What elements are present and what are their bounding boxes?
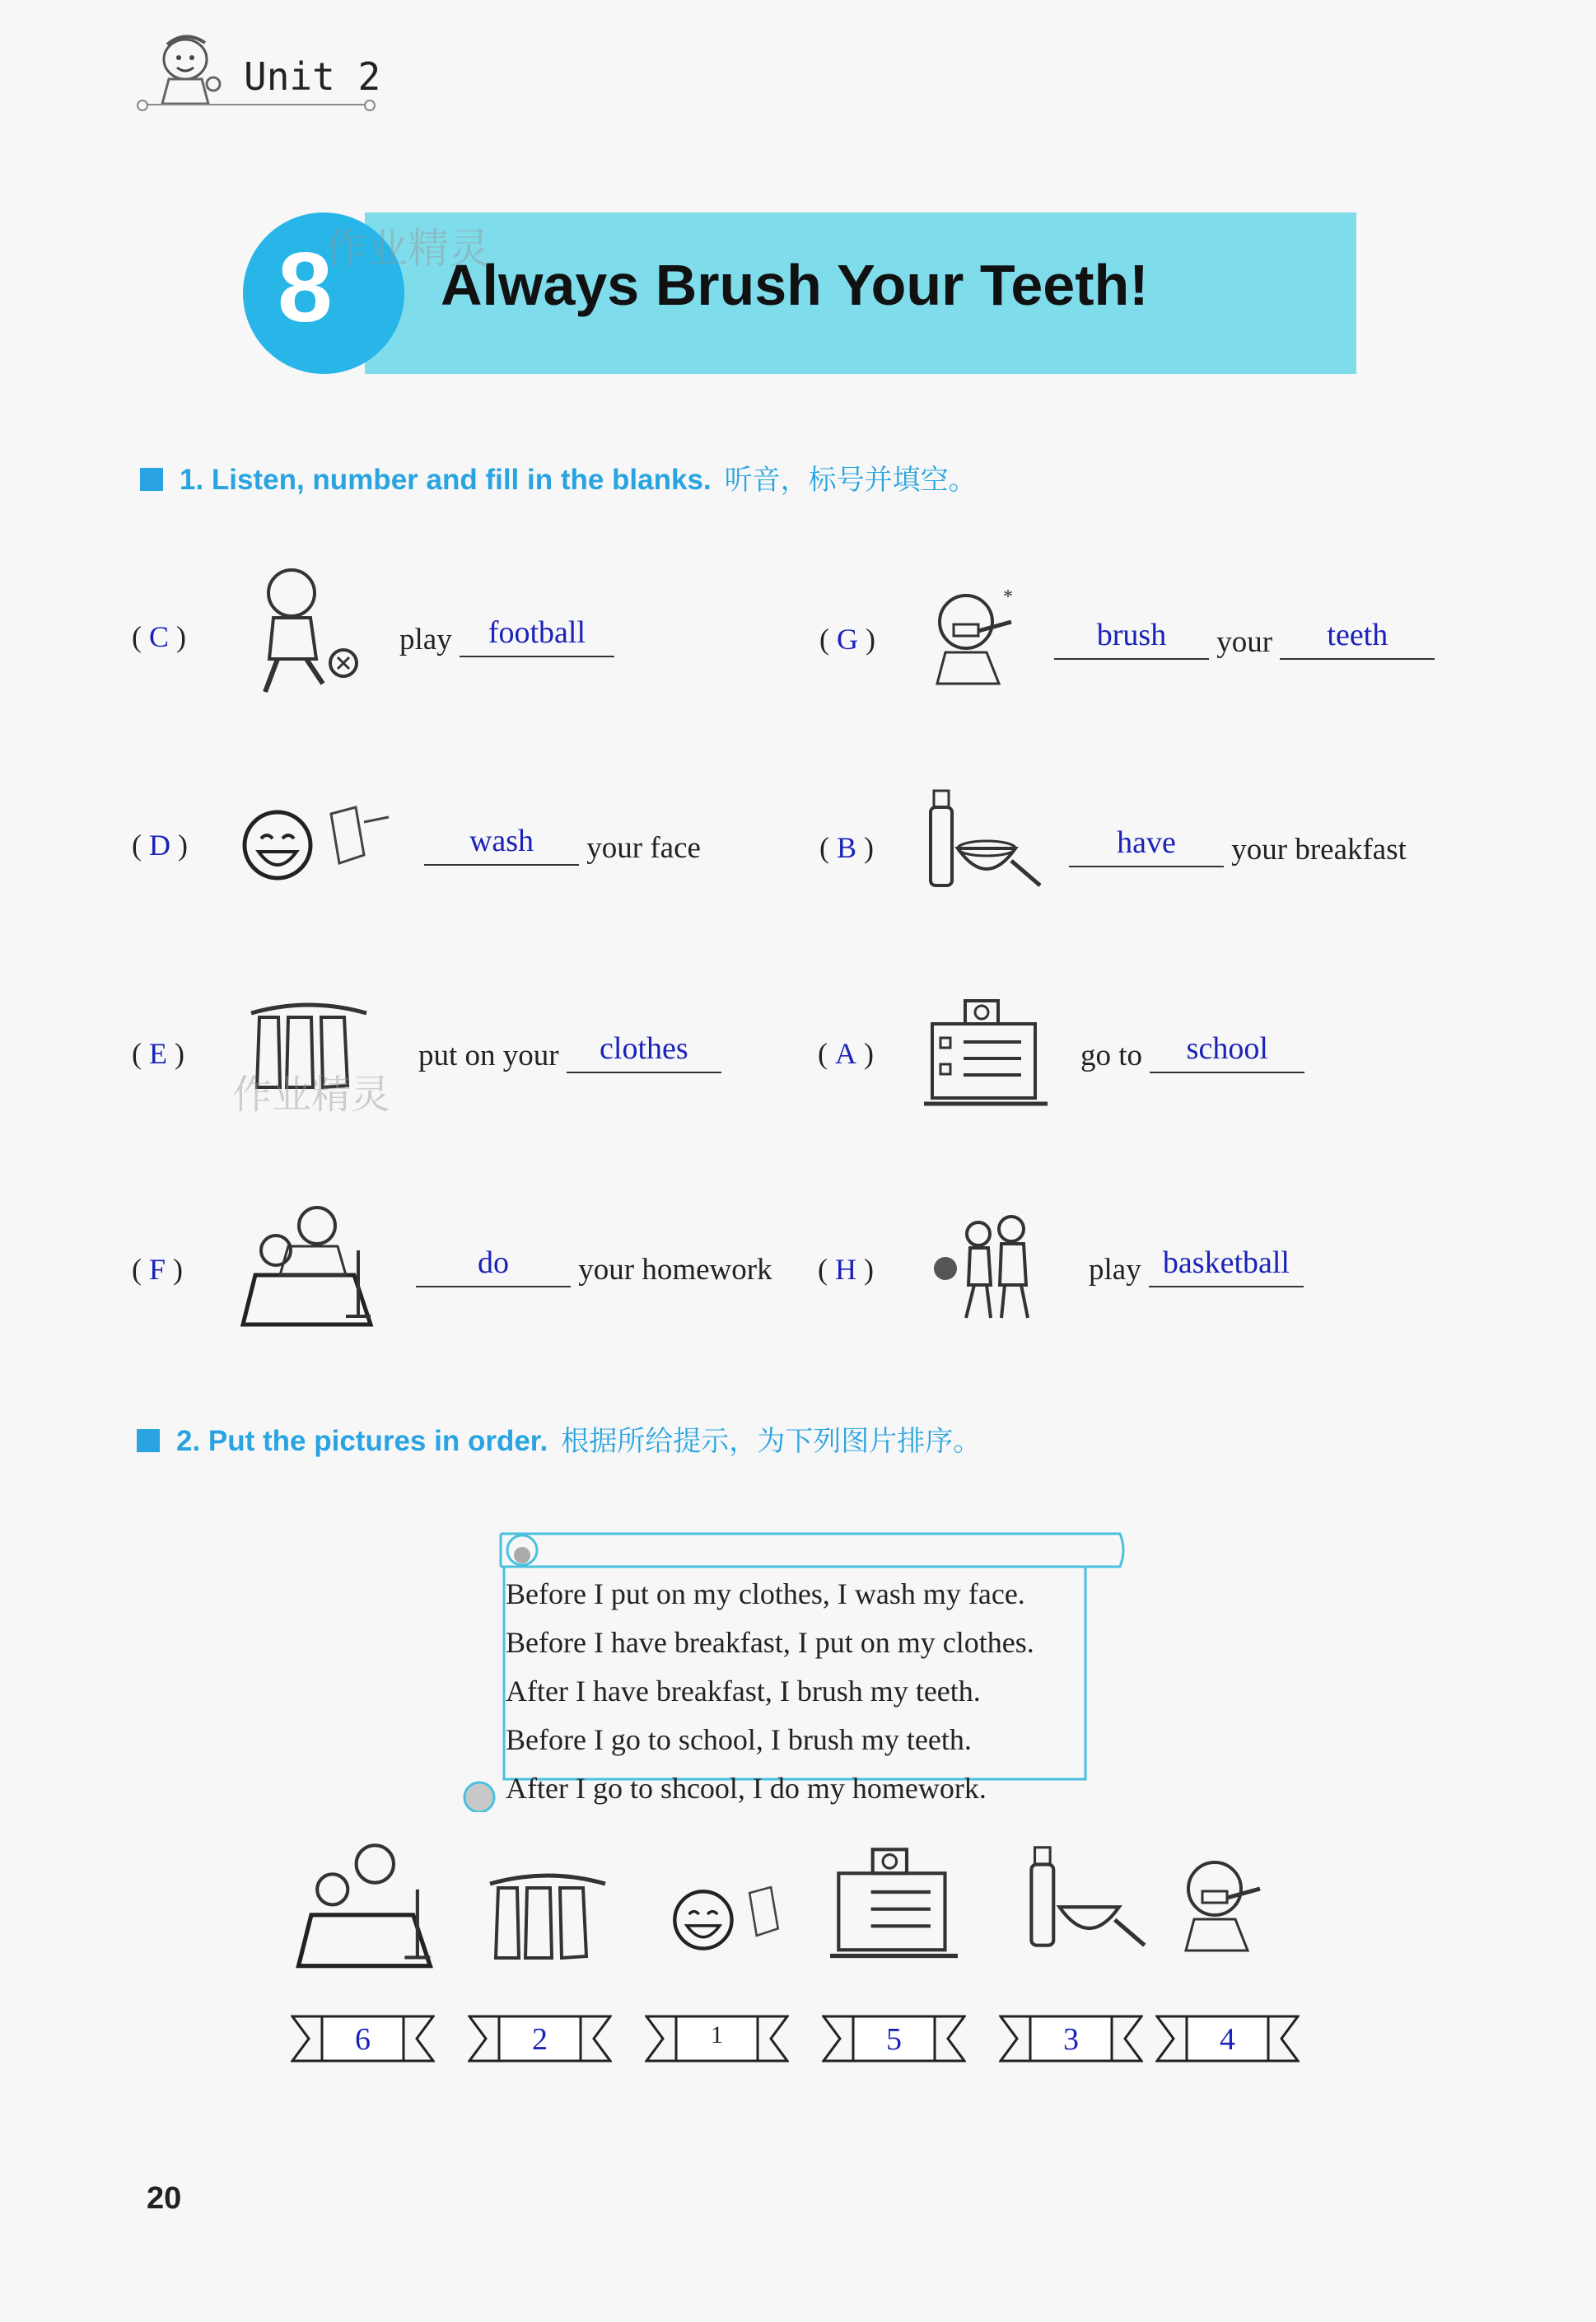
item-a	[1080, 1031, 1304, 1073]
item-letter: ( G )	[819, 623, 875, 656]
homework-icon	[292, 1838, 441, 1979]
school-icon	[924, 997, 1048, 1116]
order-tag	[1155, 2010, 1300, 2067]
answer-text: teeth	[1327, 618, 1388, 652]
homework-icon	[239, 1201, 379, 1337]
order-tag	[645, 2010, 789, 2067]
order-value: 5	[886, 2022, 902, 2057]
section-marker	[140, 468, 163, 491]
item-letter: ( C )	[132, 620, 187, 653]
item-prefix: play	[1089, 1253, 1141, 1287]
answer-text: basketball	[1162, 1245, 1290, 1280]
answer-text: do	[478, 1245, 509, 1280]
answer-blank[interactable]	[567, 1031, 721, 1073]
item-suffix: your face	[586, 831, 701, 865]
answer-text: wash	[469, 824, 534, 858]
lesson-number: 8	[278, 232, 333, 343]
section1-heading-cn: 听音，标号并填空。	[724, 464, 977, 497]
washing-face-icon	[671, 1876, 803, 1967]
answer-blank[interactable]	[424, 824, 579, 866]
section1-heading	[140, 457, 977, 498]
header-dot-right	[364, 100, 376, 111]
answer-blank[interactable]	[1149, 1245, 1304, 1287]
section-marker	[137, 1429, 160, 1452]
item-b	[1069, 825, 1407, 867]
item-suffix: your homework	[578, 1253, 772, 1287]
sentence: Before I put on my clothes, I wash my face.	[506, 1577, 1025, 1610]
answer-text: brush	[1096, 618, 1167, 652]
lesson-title: Always Brush Your Teeth!	[441, 253, 1149, 317]
order-value: 3	[1063, 2022, 1079, 2057]
item-d	[424, 824, 701, 866]
unit-label: Unit 2	[244, 54, 381, 99]
order-value: 2	[532, 2022, 548, 2057]
svg-text:*: *	[1003, 586, 1013, 608]
order-value: 1	[711, 2021, 723, 2049]
basketball-players-icon	[929, 1211, 1057, 1330]
sentence: After I have breakfast, I brush my teeth.	[506, 1675, 981, 1708]
item-middle: your	[1216, 625, 1273, 659]
answer-text: school	[1186, 1031, 1268, 1066]
answer-blank[interactable]	[416, 1245, 571, 1287]
header-underline	[142, 104, 368, 105]
sentence: Before I have breakfast, I put on my clothes.	[506, 1626, 1034, 1659]
page-number: 20	[147, 2181, 182, 2216]
order-tag	[468, 2010, 612, 2067]
answer-text: have	[1117, 825, 1176, 860]
item-letter: ( E )	[132, 1037, 184, 1070]
order-tag	[291, 2010, 435, 2067]
item-suffix: your breakfast	[1231, 833, 1407, 867]
sentence-list	[506, 1570, 1034, 1813]
item-letter: ( H )	[818, 1253, 874, 1286]
answer-blank[interactable]	[1150, 1031, 1304, 1073]
section2-heading-cn: 根据所给提示，为下列图片排序。	[561, 1425, 982, 1458]
answer-text: football	[488, 615, 586, 650]
section2-heading	[137, 1418, 981, 1459]
order-tag	[822, 2010, 966, 2067]
item-letter: ( D )	[132, 829, 188, 862]
item-letter: ( B )	[819, 831, 875, 864]
school-icon	[830, 1845, 958, 1969]
item-c	[399, 615, 614, 657]
brushing-teeth-icon	[921, 585, 1028, 692]
watermark-text: 作业精灵	[325, 225, 490, 273]
mascot-icon	[144, 25, 235, 115]
item-prefix: play	[399, 623, 452, 656]
brushing-teeth-icon	[1169, 1852, 1276, 1959]
answer-text: clothes	[600, 1031, 688, 1066]
football-player-icon	[240, 560, 360, 708]
answer-blank[interactable]	[1280, 618, 1435, 660]
item-prefix: go to	[1080, 1039, 1143, 1072]
breakfast-icon	[1021, 1841, 1149, 1969]
item-g	[1054, 618, 1435, 660]
clothes-rack-icon	[486, 1863, 609, 1974]
item-prefix: put on your	[418, 1039, 559, 1072]
answer-blank[interactable]	[460, 615, 614, 657]
item-f	[416, 1245, 772, 1287]
order-value: 6	[355, 2022, 371, 2057]
item-letter: ( A )	[818, 1037, 874, 1070]
answer-blank[interactable]	[1069, 825, 1224, 867]
section1-heading-text: 1. Listen, number and fill in the blanks.	[180, 464, 712, 496]
sentence: Before I go to school, I brush my teeth.	[506, 1723, 972, 1756]
section2-heading-text: 2. Put the pictures in order.	[176, 1425, 548, 1457]
item-h	[1089, 1245, 1304, 1287]
breakfast-icon	[921, 787, 1044, 906]
watermark-text: 作业精灵	[232, 1072, 391, 1118]
header-dot-left	[137, 100, 148, 111]
order-tag	[999, 2010, 1143, 2067]
answer-blank[interactable]	[1054, 618, 1209, 660]
item-letter: ( F )	[132, 1253, 184, 1286]
item-e	[418, 1031, 721, 1073]
order-value: 4	[1220, 2022, 1235, 2057]
washing-face-icon	[240, 797, 393, 896]
sentence: After I go to shcool, I do my homework.	[506, 1772, 987, 1805]
